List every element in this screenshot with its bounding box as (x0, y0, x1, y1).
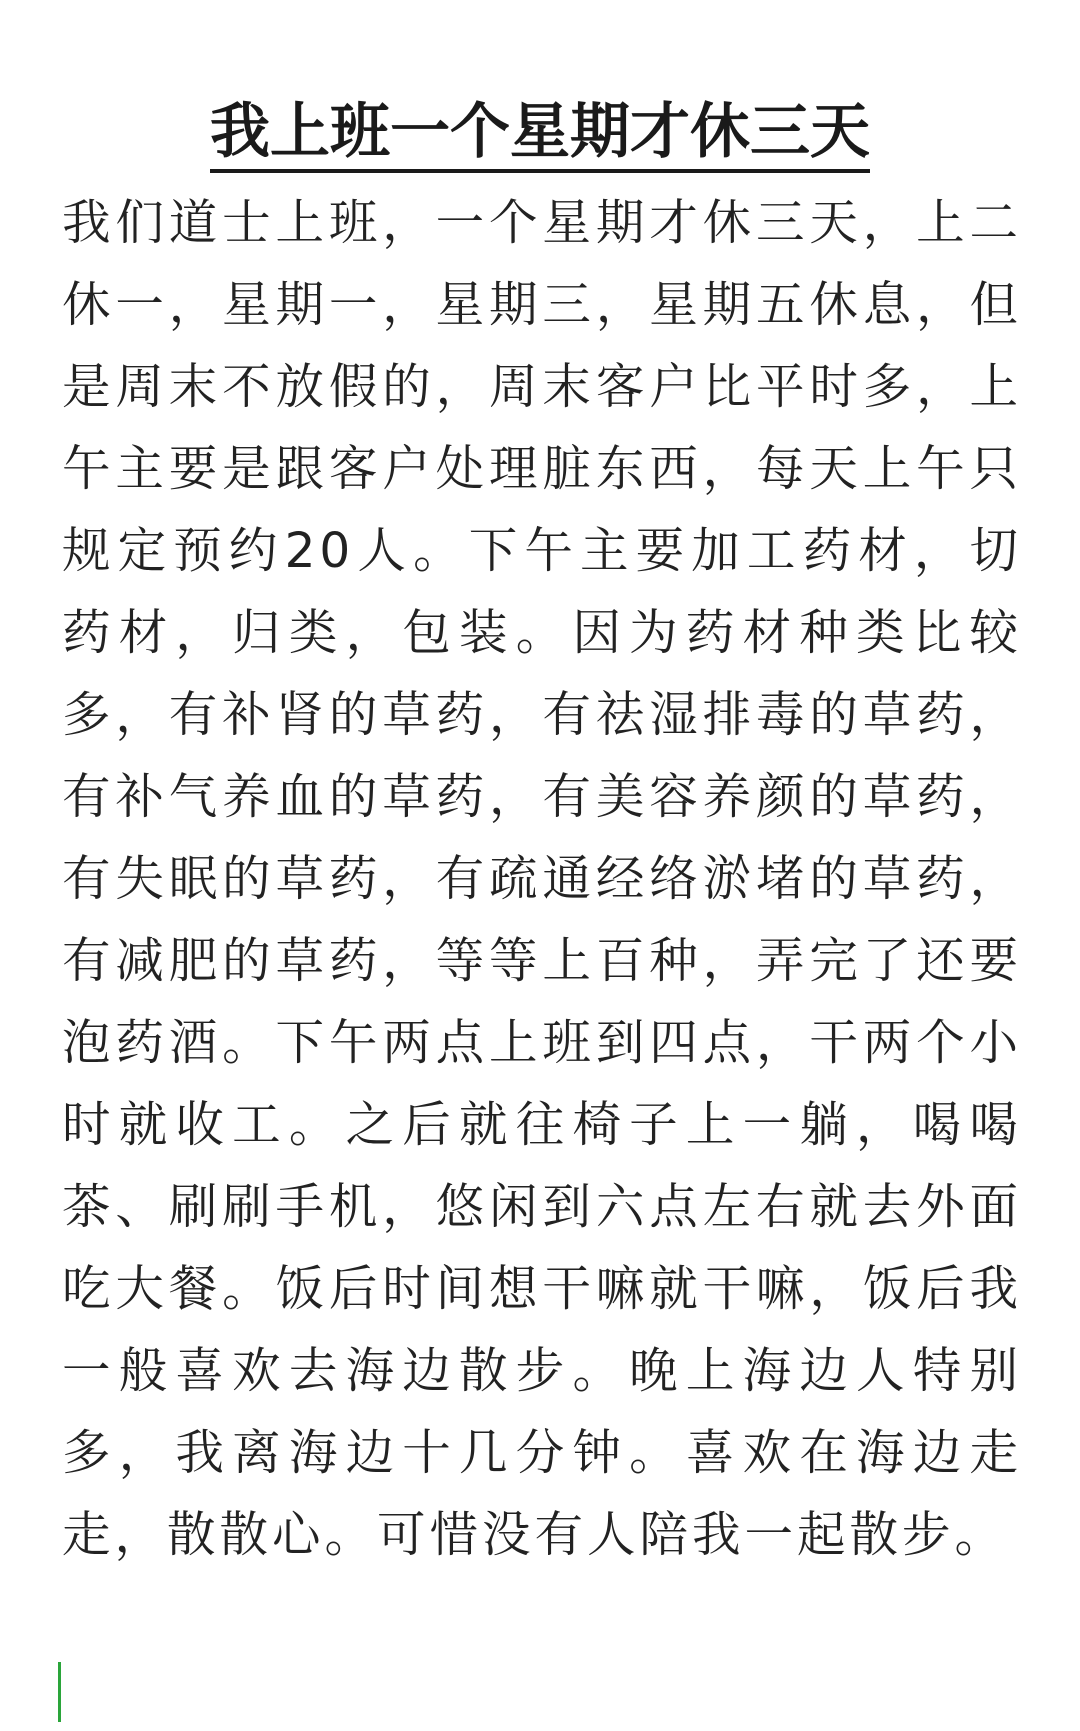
article-title-text: 我上班一个星期才休三天 (210, 97, 870, 173)
article-title (0, 92, 1080, 172)
text-cursor (58, 1662, 61, 1722)
article-body: 我们道士上班，一个星期才休三天，上二休一，星期一，星期三，星期五休息，但是周末不放假的，周末客户比平时多，上午主要是跟客户处理脏东西，每天上午只规定预约20人。下午主要加工药材，切药材，归类，包装。因为药材种类比较多，有补肾的草药，有祛湿排毒的草药，有补气养血的草药，有美容养颜的草药，有失眠的草药，有疏通经络淤堵的草药，有减肥的草药，等等上百种，弄完了还要泡药酒。下午两点上班到四点，干两个小时就收工。之后就往椅子上一躺，喝喝茶、刷刷手机，悠闲到六点左右就去外面吃大餐。饭后时间想干嘛就干嘛，饭后我一般喜欢去海边散步。晚上海边人特别多，我离海边十几分钟。喜欢在海边走走，散散心。可惜没有人陪我一起散步。 (62, 195, 1022, 1563)
